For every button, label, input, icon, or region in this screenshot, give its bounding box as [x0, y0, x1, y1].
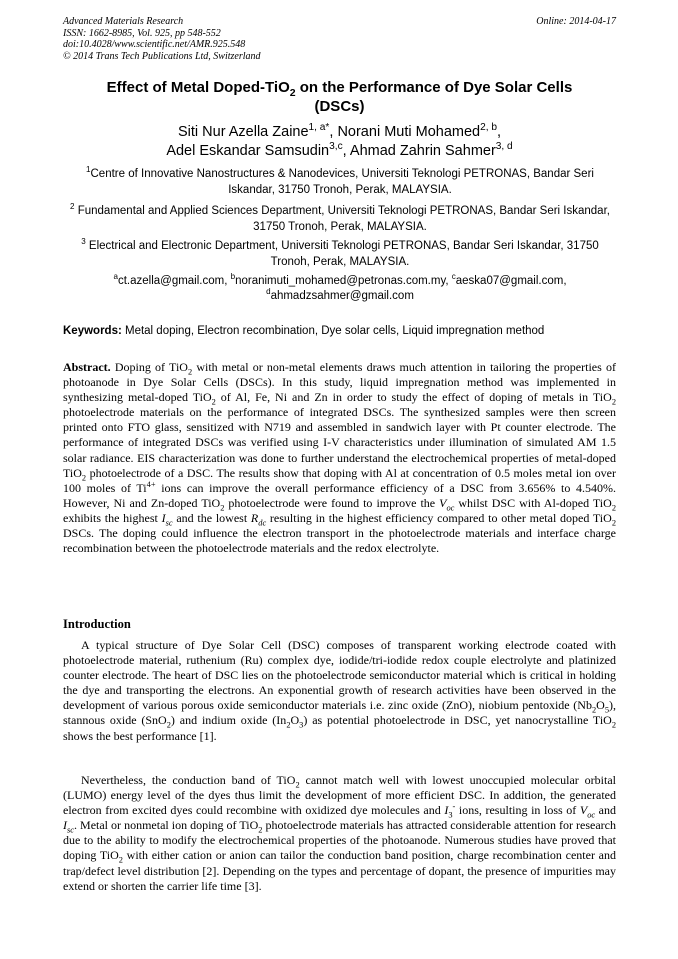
affiliation-3: $^3$ Electrical and Electronic Department, Universiti Teknologi PETRONAS, Bandar Seri Iskandar, 31750 Tronoh, Perak, MALAYSIA. — [81, 237, 599, 268]
abstract-label: Abstract. — [63, 360, 111, 374]
section-heading-introduction: Introduction — [63, 617, 131, 631]
online-date: Online: 2014-04-17 — [536, 16, 616, 27]
abstract: Abstract. Doping of TiO$_2$ with metal or non-metal elements draws much attention in tailoring the properties of photoanode in Dye Solar Cells (DSCs). In this study, liquid impregnation method was implemented in synthesizing metal-doped TiO$_2$ of Al, Fe, Ni and Zn in order to study the effect of doping of metals in TiO$_2$ photoelectrode materials on the performance of integrated DSCs. The synthesized samples were then screen printed onto FTO glass, sensitized with N719 and assembled in sandwich layer with Pt counter electrode. The performance of integrated DSCs was verified using I-V characteristics under illumination of simulated AM 1.5 solar radiance. EIS characterization was done to further understand the electrochemical properties of metal-doped TiO$_2$ photoelectrode of a DSC. The results show that doping with Al at concentration of 0.5 moles metal ion over 100 moles of $Ti^{4+}$ ions can improve the overall performance efficiency of a DSC from 3.656% to 4.540%. However, Ni and Zn-doped TiO$_2$ photoelectrode were found to improve the $V_{oc}$ whilst DSC with Al-doped TiO$_2$ exhibits the highest $I_{sc}$ and the lowest $R_{dc}$ resulting in the highest efficiency compared to other metal doped TiO$_2$ DSCs. The doping could influence the electron transport in the photoelectrode materials and interface charge recombination between the photoelectrode materials and the redox electrolyte. — [63, 360, 616, 556]
email-list: $^a$ct.azella@gmail.com, $^b$noranimuti_mohamed@petronas.com.my, $^c$aeska07@gmail.com, $^d$ahmadzsahmer@gmail.com — [113, 272, 567, 302]
author-list: Siti Nur Azella Zaine$^{1, a*}$, Norani Muti Mohamed$^{2, b}$, Adel Eskandar Samsudin$^{3,c}$, Ahmad Zahrin Sahmer$^{3, d}$ — [166, 122, 513, 159]
doi-line: doi:10.4028/www.scientific.net/AMR.925.548 — [63, 39, 246, 50]
paper-title: Effect of Metal Doped-TiO$_2$ on the Performance of Dye Solar Cells (DSCs) — [106, 79, 573, 115]
intro-paragraph-2: Nevertheless, the conduction band of TiO$_2$ cannot match well with lowest unoccupied molecular orbital (LUMO) energy level of the dyes thus limit the development of more efficient DSC. In addition, the generated electron from excited dyes could recombine with oxidized dye molecules and $I_3^-$ ions, resulting in loss of $V_{oc}$ and $I_{sc}$. Metal or nonmetal ion doping of TiO$_2$ photoelectrode materials has attracted considerable attention for research due to the ability to modify the electrochemical properties of the photoanode. Numerous studies have proved that doping TiO$_2$ with either cation or anion can tailor the conduction band position, charge recombination center and trap/defect level distribution [2]. Depending on the types and percentage of dopant, the presence of impurities may extend or shorten the carrier life time [3]. — [63, 773, 617, 893]
keywords — [63, 325, 618, 337]
keywords-label: Keywords: — [63, 325, 122, 337]
copyright-line: © 2014 Trans Tech Publications Ltd, Switzerland — [63, 50, 261, 62]
issn-line: ISSN: 1662-8985, Vol. 925, pp 548-552 — [63, 27, 221, 39]
affiliation-2: $^2$ Fundamental and Applied Sciences Department, Universiti Teknologi PETRONAS, Bandar Seri Iskandar, 31750 Tronoh, Perak, MALAYSIA. — [70, 202, 610, 233]
journal-header — [63, 16, 261, 62]
affiliation-1: $^1$Centre of Innovative Nanostructures & Nanodevices, Universiti Teknologi PETRONAS, Bandar Seri Iskandar, 31750 Tronoh, Perak, MALAYSIA. — [86, 165, 594, 196]
journal-name: Advanced Materials Research — [63, 16, 184, 27]
intro-paragraph-1: A typical structure of Dye Solar Cell (DSC) composes of transparent working electrode coated with photoelectrode material, ruthenium (Ru) complex dye, iodide/tri-iodide redox couple electrolyte and platinized counter electrode. The heart of DSC lies on the photoelectrode semiconductor material which is critical in holding the dye and transporting the electrons. An exponential growth of research activities have been observed in the development of various porous oxide semiconductor materials i.e. zinc oxide (ZnO), niobium pentoxide $(Nb_2O_5)$, stannous oxide (SnO$_2$) and indium oxide $(In_2O_3)$ as potential photoelectrode in DSC, yet nanocrystalline TiO$_2$ shows the best performance [1]. — [63, 638, 617, 743]
keywords-text: Metal doping, Electron recombination, Dye solar cells, Liquid impregnation method — [121, 325, 545, 337]
